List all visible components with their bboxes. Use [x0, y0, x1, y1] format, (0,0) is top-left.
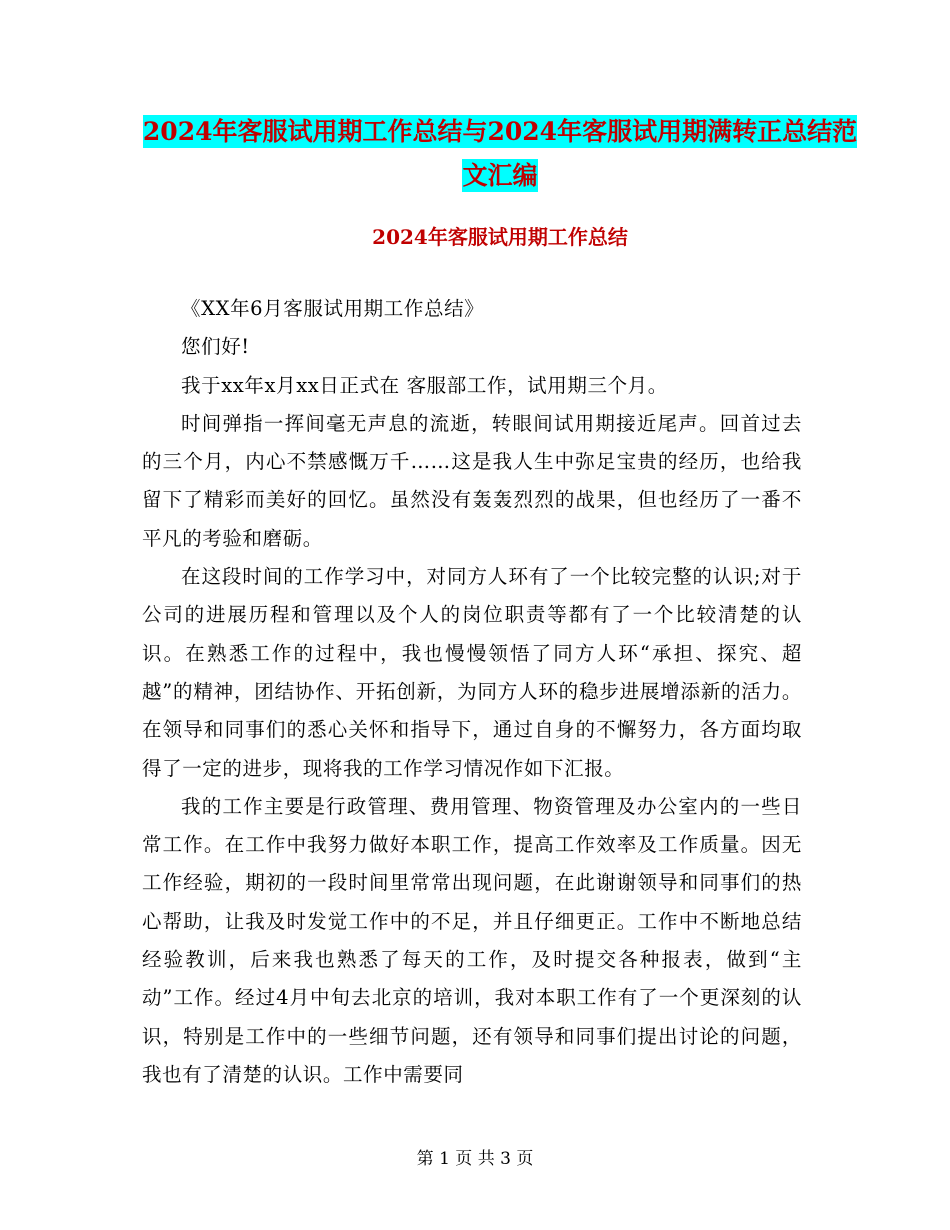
document-title — [140, 110, 860, 198]
paragraph-greeting: 您们好! — [181, 335, 250, 359]
page-footer: 第 1 页 共 3 页 — [416, 1149, 534, 1169]
document-body — [142, 290, 802, 1094]
title-highlight: 2024年客服试用期工作总结与2024年客服试用期满转正总结范文汇编 — [142, 117, 858, 190]
paragraph-company-understanding: 在这段时间的工作学习中，对同方人环有了一个比较完整的认识;对于公司的进展历程和管理以及个人的岗位职责等都有了一个比较清楚的认识。在熟悉工作的过程中，我也慢慢领悟了同方人环“承担、探究、超越”的精神，团结协作、开拓创新，为同方人环的稳步进展增添新的活力。在领导和同事们的悉心关怀和指导下，通过自身的不懈努力，各方面均取得了一定的进步，现将我的工作学习情况作如下汇报。 — [142, 565, 802, 780]
paragraph-intro: 我于xx年x月xx日正式在 客服部工作，试用期三个月。 — [181, 373, 668, 397]
section-title: 2024年客服试用期工作总结 — [372, 225, 628, 249]
paragraph-work-duties: 我的工作主要是行政管理、费用管理、物资管理及办公室内的一些日常工作。在工作中我努力做好本职工作，提高工作效率及工作质量。因无工作经验，期初的一段时间里常常出现问题，在此谢谢领导和同事们的热心帮助，让我及时发觉工作中的不足，并且仔细更正。工作中不断地总结经验教训，后来我也熟悉了每天的工作，及时提交各种报表，做到“主动”工作。经过4月中旬去北京的培训，我对本职工作有了一个更深刻的认识，特别是工作中的一些细节问题，还有领导和同事们提出讨论的问题，我也有了清楚的认识。工作中需要同 — [142, 794, 802, 1086]
paragraph-reflection: 时间弹指一挥间毫无声息的流逝，转眼间试用期接近尾声。回首过去的三个月，内心不禁感慨万千……这是我人生中弥足宝贵的经历，也给我留下了精彩而美好的回忆。虽然没有轰轰烈烈的战果，但也经历了一番不平凡的考验和磨砺。 — [142, 411, 802, 550]
paragraph-article-title: 《XX年6月客服试用期工作总结》 — [181, 297, 485, 320]
